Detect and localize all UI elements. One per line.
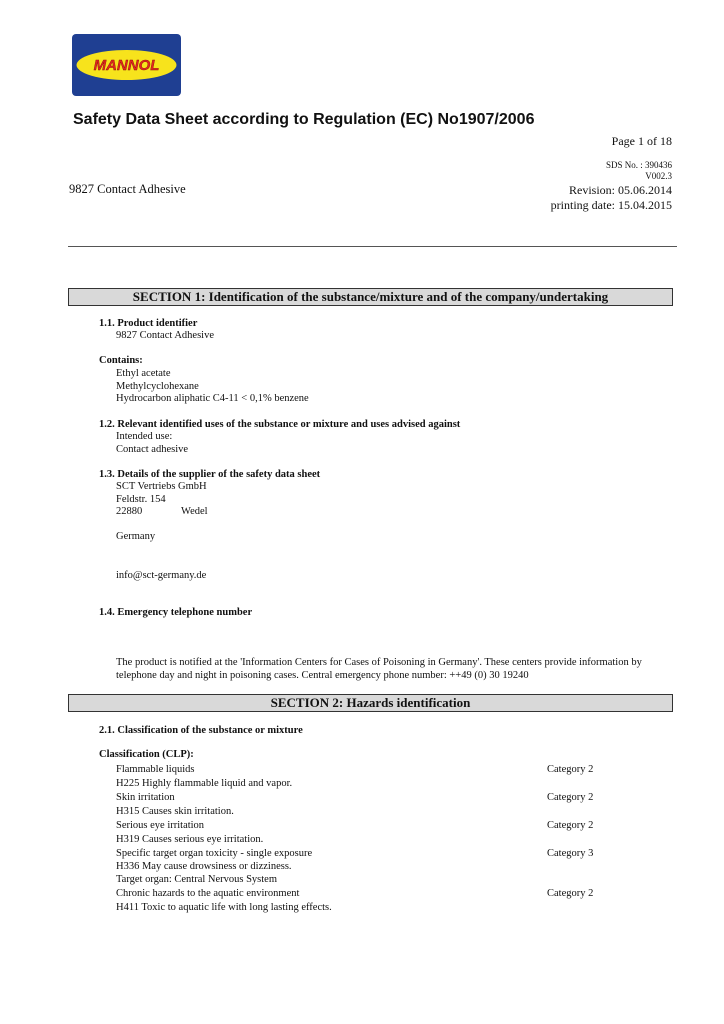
supplier-company: SCT Vertriebs GmbH (116, 481, 207, 492)
header-divider (68, 246, 677, 247)
hazard-name: Specific target organ toxicity - single exposure (116, 848, 313, 859)
intended-use-value: Contact adhesive (116, 444, 189, 455)
hazard-category: Category 2 (547, 888, 594, 899)
supplier-zip: 22880 (116, 506, 143, 517)
section-2-heading: SECTION 2: Hazards identification (68, 694, 673, 712)
product-identifier-label: 1.1. Product identifier (99, 318, 198, 329)
hazard-name: Chronic hazards to the aquatic environment (116, 888, 300, 899)
revision-date: Revision: 05.06.2014 (568, 183, 672, 197)
hazard-statement: H315 Causes skin irritation. (116, 806, 234, 817)
logo-text: MANNOL (93, 57, 160, 74)
emergency-text: The product is notified at the 'Information Centers for Cases of Poisoning in Germany'. These centers provide information by telephone day and night in poisoning cases. Central emergency phone number: ++49 (0) 30 19240 (116, 657, 642, 681)
emergency-label: 1.4. Emergency telephone number (99, 607, 253, 618)
supplier-country: Germany (116, 531, 156, 542)
hazard-statement: H225 Highly flammable liquid and vapor. (116, 778, 293, 789)
hazard-category: Category 3 (547, 848, 594, 859)
classification-label: 2.1. Classification of the substance or mixture (99, 725, 303, 736)
hazard-category: Category 2 (547, 792, 594, 803)
document-title: Safety Data Sheet according to Regulation (EC) No1907/2006 (73, 111, 535, 128)
contains-item: Methylcyclohexane (116, 381, 199, 392)
logo-graphic (72, 34, 181, 96)
product-identifier-value: 9827 Contact Adhesive (116, 330, 214, 341)
hazard-name: Skin irritation (116, 792, 175, 803)
hazard-category: Category 2 (547, 764, 594, 775)
hazard-statement: Target organ: Central Nervous System (116, 874, 278, 885)
page-number: Page 1 of 18 (611, 134, 672, 148)
uses-label: 1.2. Relevant identified uses of the substance or mixture and uses advised against (99, 419, 461, 430)
contains-item: Hydrocarbon aliphatic C4-11 < 0,1% benzene (116, 393, 309, 404)
supplier-city: Wedel (181, 506, 208, 517)
contains-item: Ethyl acetate (116, 368, 171, 379)
hazard-statement: H411 Toxic to aquatic life with long lasting effects. (116, 902, 332, 913)
printing-date: printing date: 15.04.2015 (550, 198, 672, 212)
clp-label: Classification (CLP): (99, 749, 194, 760)
mannol-logo (72, 34, 181, 96)
hazard-statement: H319 Causes serious eye irritation. (116, 834, 264, 845)
intended-use-label: Intended use: (116, 431, 173, 442)
sds-version: V002.3 (645, 171, 672, 181)
section-1-heading: SECTION 1: Identification of the substance/mixture and of the company/undertaking (68, 288, 673, 306)
hazard-category: Category 2 (547, 820, 594, 831)
supplier-email: info@sct-germany.de (116, 570, 207, 581)
hazard-statement: H336 May cause drowsiness or dizziness. (116, 861, 292, 872)
product-name-header: 9827 Contact Adhesive (69, 182, 186, 196)
sds-number: SDS No. : 390436 (605, 160, 672, 170)
contains-label: Contains: (99, 355, 143, 366)
supplier-label: 1.3. Details of the supplier of the safety data sheet (99, 469, 321, 480)
supplier-street: Feldstr. 154 (116, 494, 166, 505)
hazard-name: Serious eye irritation (116, 820, 205, 831)
hazard-name: Flammable liquids (116, 764, 195, 775)
